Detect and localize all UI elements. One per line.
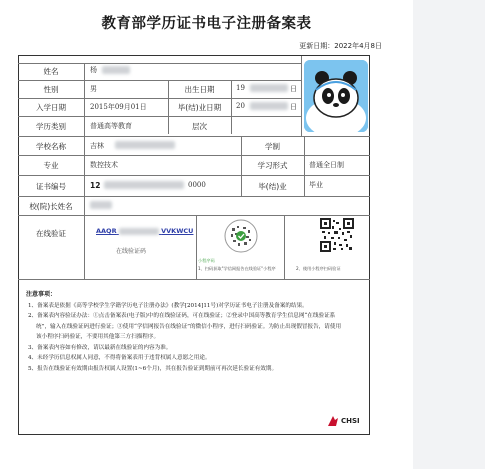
category-value: 普通高等教育 xyxy=(90,122,132,130)
birth-date-label: 出生日期 xyxy=(184,85,215,94)
verification-code-caption: 在线验证码 xyxy=(116,248,147,255)
certificate-number-prefix: 12 xyxy=(90,181,101,190)
certificate-number-label: 证书编号 xyxy=(36,182,66,191)
note-item-5: 5、报告在线验证有效期由报告权属人设置(1~6个月)，其在报告验证到期前可再次延长验证有效期。 xyxy=(28,365,278,372)
enroll-date-value: 2015年09月01日 xyxy=(90,103,147,111)
mini-program-code-icon[interactable] xyxy=(224,219,258,253)
redacted-certificate-number xyxy=(104,181,184,189)
page-title: 教育部学历证书电子注册备案表 xyxy=(101,16,312,32)
school-value: 吉林 xyxy=(90,142,104,150)
student-photo xyxy=(304,60,368,132)
name-value: 杨 xyxy=(90,66,97,74)
certificate-number-suffix: 0000 xyxy=(188,181,206,189)
graduation-status-value: 毕业 xyxy=(309,181,323,189)
redacted-verification-code xyxy=(119,228,159,235)
enroll-date-label: 入学日期 xyxy=(36,103,66,112)
gender-label: 性别 xyxy=(43,85,59,94)
notes-title: 注意事项： xyxy=(26,291,57,298)
right-side-panel xyxy=(413,0,485,469)
duration-label: 学制 xyxy=(265,142,280,151)
redacted-name xyxy=(102,66,130,74)
mini-program-code-caption: 小程序码 xyxy=(198,258,215,263)
category-label: 学历类别 xyxy=(36,122,66,131)
verification-code-suffix: VVKWCU xyxy=(161,227,194,235)
graduation-date-prefix: 20 xyxy=(236,102,245,110)
note-item-2: 2、备案表内容验证办法：①点击备案表(电子版)中的在线验证码，可在线验证；②登录中国高等教育学生信息网“在线验证系统”，输入在线验证码进行验证；③使用“学信网报告在线验证”的微信小程序，进行扫码验证。为防止出现假冒报告，请使用该小程序扫码验证，不要用其他第三方扫描程序。 xyxy=(28,313,342,340)
note-item-1: 1、备案表是依据《高等学校学生学籍学历电子注册办法》(教学[2014]11号)对学历证书电子注册及备案的结果。 xyxy=(28,302,308,309)
redacted-school xyxy=(115,141,175,149)
school-label: 学校名称 xyxy=(36,142,66,151)
birth-date-prefix: 19 xyxy=(236,84,245,92)
major-value: 数控技术 xyxy=(90,161,118,169)
name-label: 姓名 xyxy=(43,67,59,76)
graduation-date-suffix: 日 xyxy=(290,103,297,111)
birth-date-suffix: 日 xyxy=(290,85,297,93)
major-label: 专业 xyxy=(43,161,59,170)
gender-value: 男 xyxy=(90,85,97,93)
chsi-logo xyxy=(326,414,366,430)
graduation-date-label: 毕(结)业日期 xyxy=(177,103,222,112)
step-1-instruction: 1、扫码获取"学信网报告在线验证"小程序 xyxy=(198,266,276,271)
panda-mascot-icon xyxy=(304,60,368,132)
note-item-4: 4、未经学历信息权属人同意，不得将备案表用于违背权属人意愿之用途。 xyxy=(28,355,211,361)
redacted-graduation-date xyxy=(250,102,288,110)
study-form-label: 学习形式 xyxy=(257,161,288,170)
president-label: 校(院)长姓名 xyxy=(29,202,73,211)
chsi-emblem-icon xyxy=(326,414,340,428)
redacted-birth-date xyxy=(250,84,288,92)
level-label: 层次 xyxy=(192,122,207,131)
note-item-3: 3、备案表内容如有修改，请以最新在线验证的内容为准。 xyxy=(28,344,172,351)
chsi-logo-text: CHSI xyxy=(341,417,360,425)
redacted-president xyxy=(90,201,112,209)
verification-code-prefix: AAQR xyxy=(96,227,117,235)
verification-code-link[interactable] xyxy=(96,227,193,235)
update-date: 更新日期：2022年4月8日 xyxy=(299,42,382,50)
study-form-value: 普通全日制 xyxy=(309,161,344,169)
notes-section xyxy=(26,290,346,374)
verification-qr-code-icon[interactable] xyxy=(320,218,354,252)
step-2-instruction: 2、使用小程序扫码验证 xyxy=(296,266,341,271)
online-verify-label: 在线验证 xyxy=(36,229,66,238)
graduation-status-label: 毕(结)业 xyxy=(258,182,287,191)
